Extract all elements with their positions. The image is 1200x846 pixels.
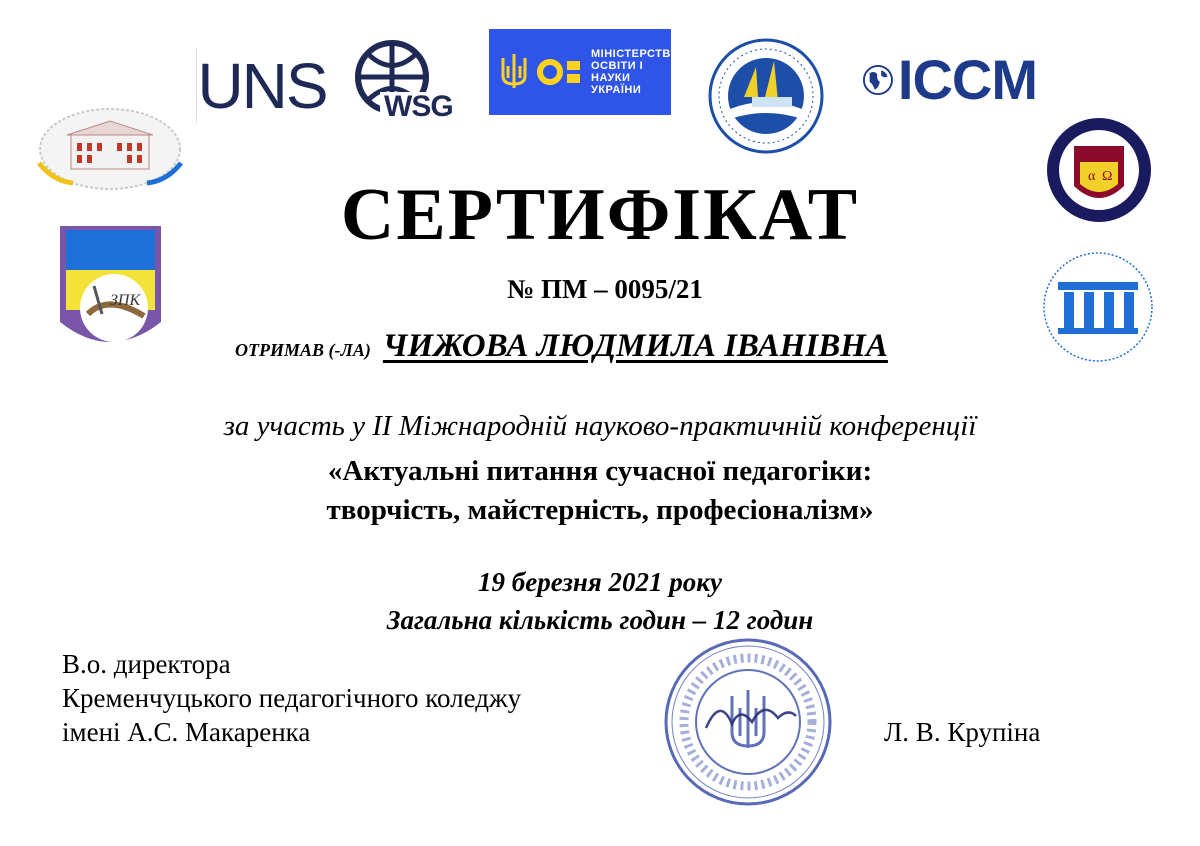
certificate-title: СЕРТИФІКАТ <box>340 174 860 256</box>
zpk-letters: ЗПК <box>110 292 141 309</box>
svg-text:Ω: Ω <box>1102 169 1113 184</box>
signer-position-line1: В.о. директора <box>62 649 231 679</box>
signer-position-line2: Кременчуцького педагогічного коледжу <box>62 683 522 713</box>
ministry-logo-text: МІНІСТЕРСТВО ОСВІТИ І НАУКИ УКРАЇНИ <box>591 48 680 96</box>
kpk-logo <box>704 37 828 155</box>
conference-title-line2: творчість, майстерність, професіоналізм» <box>326 494 874 526</box>
wsg-logo <box>350 32 453 130</box>
trident-icon <box>499 52 529 92</box>
globe-icon <box>862 55 894 105</box>
certificate-number: № ПМ – 0095/21 <box>507 274 703 304</box>
uns-logo-text: UNS <box>197 49 327 122</box>
postgraduate-institute-logo <box>1036 248 1160 366</box>
signer-position-line3: імені А.С. Макаренка <box>62 717 311 747</box>
ministry-mark-icon <box>537 57 583 87</box>
recipient-name: ЧИЖОВА ЛЮДМИЛА ІВАНІВНА <box>382 328 888 364</box>
recipient-label: ОТРИМАВ (-ЛА) <box>235 340 371 360</box>
signer-position <box>62 647 521 749</box>
signer-name: Л. В. Крупіна <box>884 717 1041 747</box>
iccm-logo-text: ICCM <box>897 48 1037 111</box>
official-stamp <box>662 636 834 808</box>
stamp-seal-icon <box>662 636 834 808</box>
iccm-logo <box>862 50 1037 110</box>
event-hours: Загальна кількість годин – 12 годин <box>386 605 814 635</box>
conference-title-line1: «Актуальні питання сучасної педагогіки: <box>327 455 873 487</box>
ministry-logo <box>489 29 680 115</box>
uns-logo <box>196 48 327 123</box>
event-date: 19 березня 2021 року <box>478 567 722 597</box>
svg-text:α: α <box>1088 169 1096 184</box>
participation-text: за участь у ІІ Міжнародній науково-практичній конференції <box>223 410 977 442</box>
wsg-logo-text: WSG <box>384 90 453 123</box>
kpk-emblem-icon <box>704 37 828 155</box>
conference-title <box>0 452 1200 530</box>
recipient-row <box>235 328 888 365</box>
institute-columns-icon <box>1036 248 1160 366</box>
